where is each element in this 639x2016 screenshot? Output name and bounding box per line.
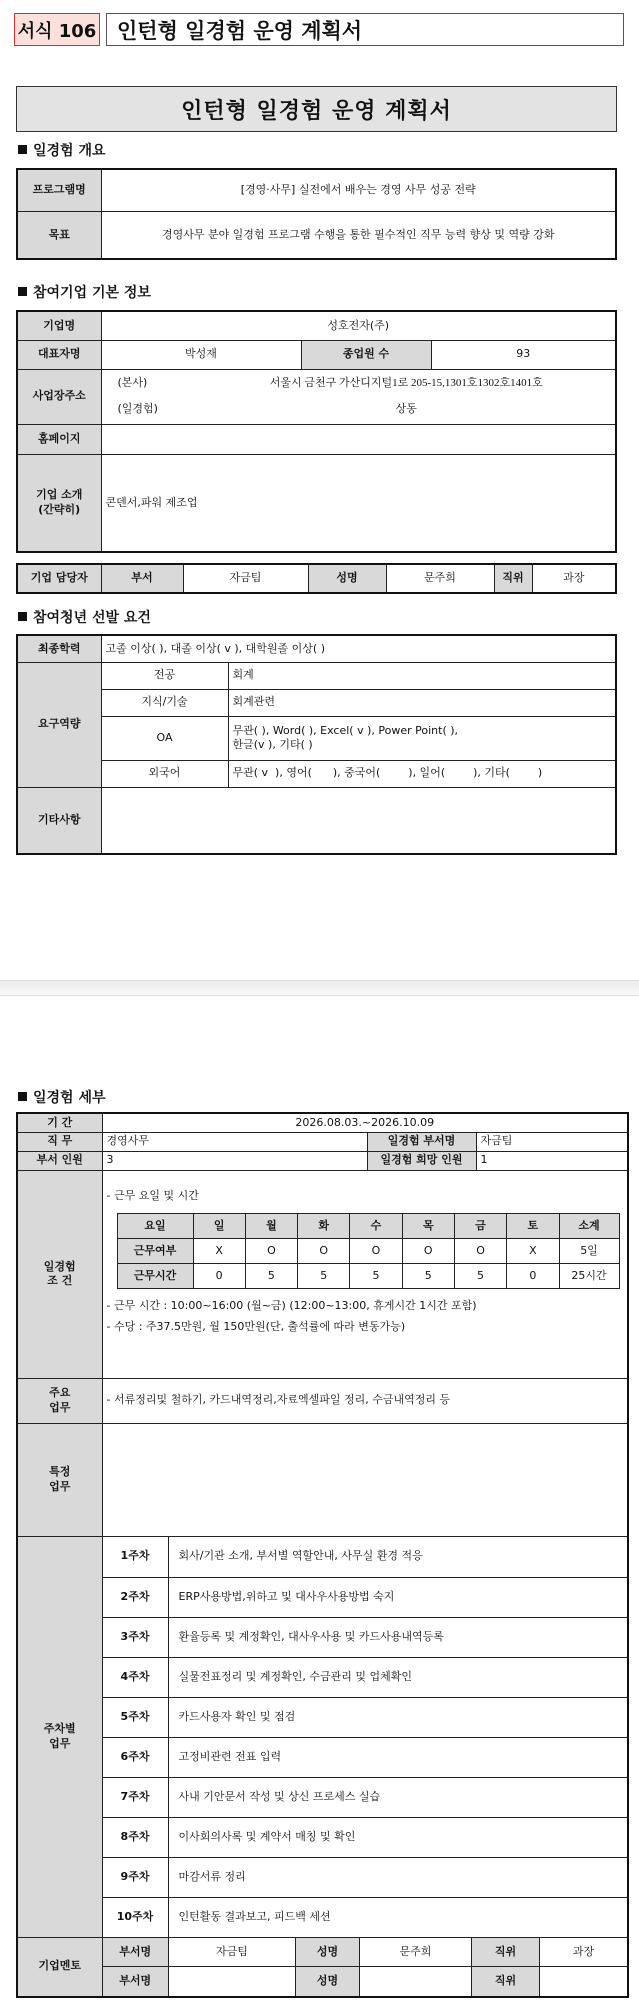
homepage-label: 홈페이지: [17, 424, 101, 454]
major-label: 전공: [101, 662, 228, 689]
program-label: 프로그램명: [17, 169, 101, 211]
intro-label: 기업 소개 (간략히): [17, 454, 101, 552]
week-label: 5주차: [102, 1697, 168, 1737]
employees-value: 93: [431, 340, 616, 369]
schedule-header-row: [117, 1213, 619, 1238]
period-value: 2026.08.03.~2026.10.09: [102, 1113, 628, 1132]
week-label: 9주차: [102, 1857, 168, 1897]
week-task: 인턴활동 결과보고, 피드백 세션: [168, 1897, 628, 1937]
detail-heading: [18, 1087, 106, 1107]
schedule-header: 소계: [559, 1213, 619, 1238]
schedule-header: 월: [245, 1213, 297, 1238]
edu-value: 고졸 이상( ), 대졸 이상( v ), 대학원졸 이상( ): [101, 635, 616, 662]
site-address: 상동: [395, 403, 417, 416]
schedule-cell: 5: [454, 1263, 506, 1288]
lang-value: 무관( v ), 영어( ), 중국어( ), 일어( ), 기타( ): [228, 760, 616, 787]
schedule-header: 목: [402, 1213, 454, 1238]
week-task: 사내 기안문서 작성 및 상신 프로세스 실습: [168, 1777, 628, 1817]
intro-value: 콘덴서,파워 제조업: [101, 454, 616, 552]
schedule-table: [117, 1213, 620, 1289]
hq-address: 서울시 금천구 가산디지털1로 205-15,1301호1302호1401호: [269, 377, 543, 390]
oa-value: [228, 716, 616, 760]
dept-value: 자금팀: [476, 1132, 628, 1151]
mentor-pos-value: [540, 1967, 628, 1996]
company-heading-text: 참여기업 기본 정보: [33, 285, 151, 301]
ceo-value: 박성재: [101, 340, 301, 369]
address-label: 사업장주소: [17, 369, 101, 424]
mentor-name-value: 문주희: [360, 1938, 472, 1967]
form-number: 서식 106: [14, 13, 100, 46]
contact-label: 기업 담당자: [17, 564, 101, 593]
page-separator: [0, 980, 639, 996]
special-duty-label: 특정 업무: [17, 1423, 102, 1536]
main-duty-label: 주요 업무: [17, 1378, 102, 1423]
oa-label: OA: [101, 716, 228, 760]
schedule-cell: 5: [402, 1263, 454, 1288]
edu-label: 최종학력: [17, 635, 101, 662]
company-table: [16, 310, 617, 553]
staff-label: 부서 인원: [17, 1151, 102, 1170]
schedule-cell: O: [402, 1238, 454, 1263]
week-label: 7주차: [102, 1777, 168, 1817]
schedule-header: 수: [350, 1213, 402, 1238]
hope-label: 일경험 희망 인원: [367, 1151, 476, 1170]
detail-heading-text: 일경험 세부: [33, 1090, 106, 1106]
schedule-header: 금: [454, 1213, 506, 1238]
hope-value: 1: [476, 1151, 628, 1170]
mentor-name-value: [360, 1967, 472, 1996]
mentor-label: 기업멘토: [17, 1937, 102, 1997]
schedule-cell: X: [193, 1238, 245, 1263]
main-duty-value: - 서류정리및 철하기, 카드내역정리,자료엑셀파일 정리, 수금내역정리 등: [102, 1378, 628, 1423]
condition-label: 일경험 조 건: [17, 1170, 102, 1378]
week-task: 카드사용자 확인 및 점검: [168, 1697, 628, 1737]
schedule-row-workdays: [117, 1238, 619, 1263]
week-task: 이사회의사록 및 계약서 매칭 및 확인: [168, 1817, 628, 1857]
dept-label: 일경험 부서명: [367, 1132, 476, 1151]
site-label: (일경험): [117, 402, 158, 416]
schedule-header: 일: [193, 1213, 245, 1238]
mentor-dept-value: [169, 1967, 296, 1996]
schedule-cell: O: [350, 1238, 402, 1263]
mentor-dept-label: 부서명: [103, 1938, 169, 1967]
week-task: 환율등록 및 계정확인, 대사우사용 및 카드사용내역등록: [168, 1617, 628, 1657]
contact-dept-value: 자금팀: [183, 564, 308, 593]
week-label: 10주차: [102, 1897, 168, 1937]
schedule-cell: O: [454, 1238, 506, 1263]
lang-label: 외국어: [101, 760, 228, 787]
mentor-cell: [102, 1937, 628, 1997]
week-label: 1주차: [102, 1536, 168, 1577]
contact-pos-value: 과장: [532, 564, 616, 593]
goal-label: 목표: [17, 211, 101, 259]
ceo-label: 대표자명: [17, 340, 101, 369]
etc-label: 기타사항: [17, 787, 101, 854]
week-label: 2주차: [102, 1577, 168, 1617]
week-label: 3주차: [102, 1617, 168, 1657]
condition-cell: [102, 1170, 628, 1378]
condition-time: - 근무 시간 : 10:00~16:00 (월~금) (12:00~13:00, 휴게시간 1시간 포함): [106, 1298, 477, 1312]
schedule-row-hours: [117, 1263, 619, 1288]
duty-label: 직 무: [17, 1132, 102, 1151]
detail-table: [16, 1112, 629, 1998]
requirements-table: [16, 634, 617, 855]
oa-line-1: 무관( ), Word( ), Excel( v ), Power Point( ),: [232, 723, 459, 737]
condition-pay: - 수당 : 주37.5만원, 월 150만원(단, 출석률에 따라 변동가능): [106, 1320, 406, 1334]
week-task: 고정비관련 전표 입력: [168, 1737, 628, 1777]
bullet-square-icon: [18, 1092, 27, 1101]
week-task: 마감서류 정리: [168, 1857, 628, 1897]
skill-label: 지식/기술: [101, 689, 228, 716]
overview-heading-text: 일경험 개요: [33, 143, 106, 159]
schedule-cell: X: [507, 1238, 559, 1263]
week-task: 회사/기관 소개, 부서별 역할안내, 사무실 환경 적응: [168, 1536, 628, 1577]
schedule-cell: O: [245, 1238, 297, 1263]
week-task: ERP사용방법,위하고 및 대사우사용방법 숙지: [168, 1577, 628, 1617]
bullet-square-icon: [18, 145, 27, 154]
schedule-cell: 0: [193, 1263, 245, 1288]
homepage-value: [101, 424, 616, 454]
document-title: 인턴형 일경험 운영 계획서: [16, 86, 617, 132]
schedule-row-label: 근무여부: [117, 1238, 193, 1263]
requirements-heading-text: 참여청년 선발 요건: [33, 610, 151, 626]
schedule-cell: 5: [245, 1263, 297, 1288]
special-duty-value: [102, 1423, 628, 1536]
form-header-title: 인턴형 일경험 운영 계획서: [106, 13, 624, 46]
goal-value: 경영사무 분야 일경험 프로그램 수행을 통한 필수적인 직무 능력 향상 및 역량 강화: [101, 211, 616, 259]
contact-pos-label: 직위: [494, 564, 532, 593]
oa-line-2: 한글(v ), 기타( ): [232, 738, 313, 751]
week-label: 6주차: [102, 1737, 168, 1777]
schedule-cell: 5: [298, 1263, 350, 1288]
address-value: [101, 369, 616, 424]
weekly-label: 주차별 업무: [17, 1536, 102, 1937]
schedule-cell: O: [298, 1238, 350, 1263]
overview-heading: [18, 140, 106, 160]
contact-name-label: 성명: [308, 564, 386, 593]
condition-intro: - 근무 요일 및 시간: [106, 1188, 199, 1202]
schedule-header: 요일: [117, 1213, 193, 1238]
company-name-label: 기업명: [17, 311, 101, 340]
mentor-pos-label: 직위: [472, 1967, 540, 1996]
bullet-square-icon: [18, 612, 27, 621]
mentor-pos-label: 직위: [472, 1938, 540, 1967]
program-value: [경영·사무] 실전에서 배우는 경영 사무 성공 전략: [101, 169, 616, 211]
mentor-dept-label: 부서명: [103, 1967, 169, 1996]
staff-value: 3: [102, 1151, 367, 1170]
week-task: 실물전표정리 및 계정확인, 수금관리 및 업체확인: [168, 1657, 628, 1697]
company-heading: [18, 282, 151, 302]
overview-table: [16, 168, 617, 260]
week-label: 8주차: [102, 1817, 168, 1857]
contact-table: [16, 563, 617, 594]
skill-value: 회계관련: [228, 689, 616, 716]
hq-label: (본사): [117, 376, 148, 390]
contact-name-value: 문주희: [386, 564, 494, 593]
contact-dept-label: 부서: [101, 564, 183, 593]
mentor-table: [103, 1938, 628, 1996]
competency-label: 요구역량: [17, 662, 101, 787]
schedule-header: 토: [507, 1213, 559, 1238]
bullet-square-icon: [18, 287, 27, 296]
week-label: 4주차: [102, 1657, 168, 1697]
duty-value: 경영사무: [102, 1132, 367, 1151]
etc-value: [101, 787, 616, 854]
schedule-header: 화: [298, 1213, 350, 1238]
schedule-cell: 25시간: [559, 1263, 619, 1288]
schedule-cell: 5: [350, 1263, 402, 1288]
period-label: 기 간: [17, 1113, 102, 1132]
major-value: 회계: [228, 662, 616, 689]
mentor-pos-value: 과장: [540, 1938, 628, 1967]
mentor-dept-value: 자금팀: [169, 1938, 296, 1967]
schedule-cell: 5일: [559, 1238, 619, 1263]
schedule-cell: 0: [507, 1263, 559, 1288]
requirements-heading: [18, 607, 151, 627]
employees-label: 종업원 수: [301, 340, 431, 369]
mentor-name-label: 성명: [296, 1967, 360, 1996]
mentor-name-label: 성명: [296, 1938, 360, 1967]
company-name-value: 성호전자(주): [101, 311, 616, 340]
schedule-row-label: 근무시간: [117, 1263, 193, 1288]
